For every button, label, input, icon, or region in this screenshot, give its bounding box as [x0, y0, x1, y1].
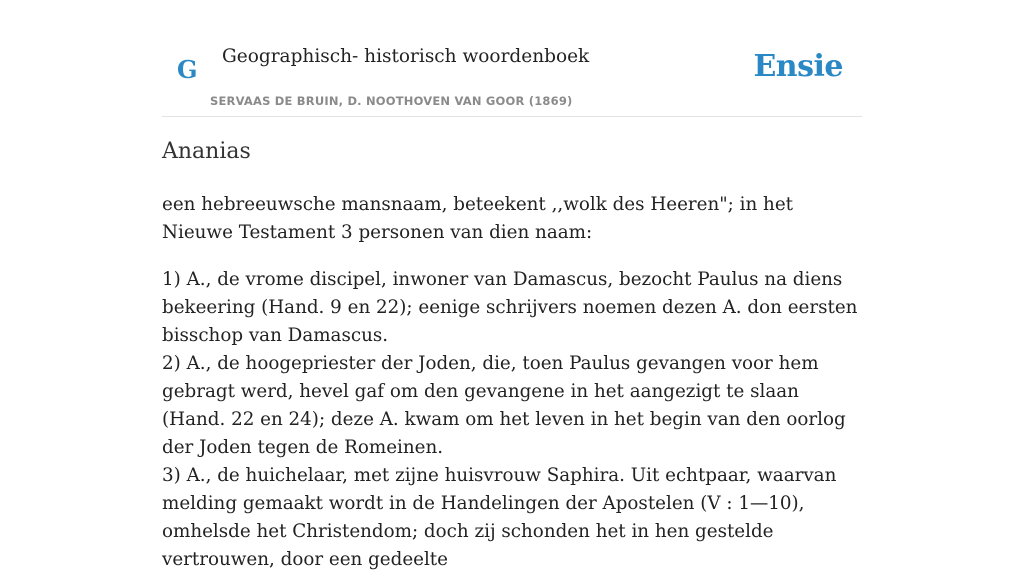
page-header: [162, 0, 862, 117]
entry-intro: een hebreeuwsche mansnaam, beteekent ,,wolk des Heeren"; in het Nieuwe Testament 3 personen van dien naam:: [162, 194, 793, 243]
book-logo[interactable]: G: [177, 55, 198, 84]
book-authors: SERVAAS DE BRUIN, D. NOOTHOVEN VAN GOOR (1869): [210, 94, 573, 108]
book-title[interactable]: Geographisch- historisch woordenboek: [222, 46, 590, 67]
entry-body: [162, 191, 862, 574]
entry-title: Ananias: [162, 139, 251, 164]
entry-item: 3) A., de huichelaar, met zijne huisvrouw Saphira. Uit echtpaar, waarvan melding gemaakt wordt in de Handelingen der Apostelen (V : 1—10), omhelsde het Christendom; doch zij schonden het in hen gestelde vertrouwen, door een gedeelte: [162, 465, 837, 570]
ensie-logo-link[interactable]: Ensie: [753, 49, 843, 84]
entry-item: 2) A., de hoogepriester der Joden, die, toen Paulus gevangen voor hem gebragt werd, hevel gaf om den gevangene in het aangezigt te slaan (Hand. 22 en 24); deze A. kwam om het leven in het begin van den oorlog der Joden tegen de Romeinen.: [162, 353, 846, 458]
entry-item: 1) A., de vrome discipel, inwoner van Damascus, bezocht Paulus na diens bekeering (Hand. 9 en 22); eenige schrijvers noemen dezen A. don eersten bisschop van Damascus.: [162, 269, 858, 346]
